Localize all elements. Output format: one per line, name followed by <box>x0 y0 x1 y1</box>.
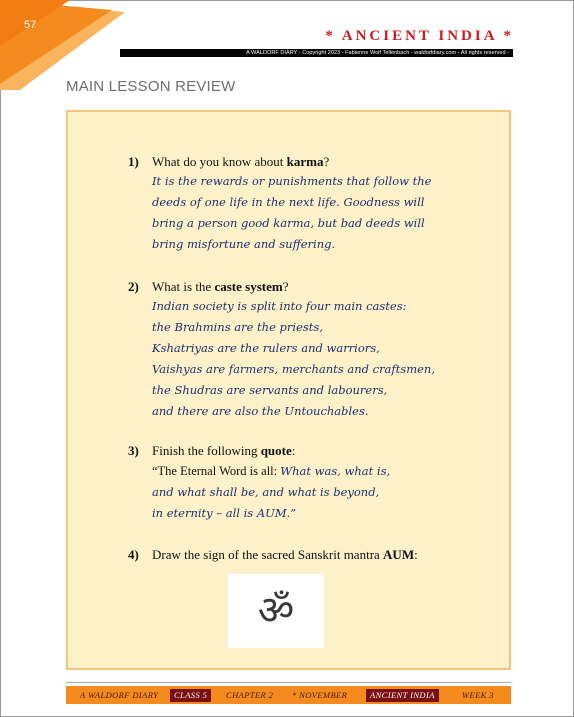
copyright-bar: A WALDORF DIARY - Copyright 2023 - Fabienne Wolf Tellenbach - waldorfdiary.com - All rights reserved - <box>120 49 513 57</box>
chapter-title: * ANCIENT INDIA * <box>325 28 514 44</box>
answer-line: deeds of one life in the next life. Goodness will <box>152 195 425 209</box>
question-number: 1) <box>128 154 139 169</box>
answer-line: the Shudras are servants and labourers, <box>152 383 388 397</box>
quote-line-2 <box>152 482 379 503</box>
section-heading: MAIN LESSON REVIEW <box>66 78 236 95</box>
quote-line-1 <box>152 461 390 482</box>
quote-answer: in eternity – all is AUM.” <box>152 506 297 520</box>
answer-line: It is the rewards or punishments that follow the <box>152 174 432 188</box>
answer-line: the Brahmins are the priests, <box>152 320 323 334</box>
page-number: 57 <box>24 19 37 31</box>
question-number: 3) <box>128 443 139 458</box>
footer-diary: A WALDORF DIARY <box>80 690 159 700</box>
footer-chapter: CHAPTER 2 <box>226 690 274 700</box>
answer-2 <box>152 296 435 422</box>
quote-answer: and what shall be, and what is beyond, <box>152 485 380 499</box>
answer-line: bring misfortune and suffering. <box>152 237 336 251</box>
quote-line-3 <box>152 503 296 524</box>
answer-line: Vaishyas are farmers, merchants and craftsmen, <box>152 362 435 376</box>
footer-topic: ANCIENT INDIA <box>366 689 439 702</box>
answer-line: bring a person good karma, but bad deeds will <box>152 216 425 230</box>
footer-class: CLASS 5 <box>170 689 211 702</box>
orange-corner-decoration <box>0 0 125 90</box>
question-number: 4) <box>128 547 139 562</box>
footer-bar <box>66 686 511 704</box>
question-prompt: Draw the sign of the sacred Sanskrit mantra AUM: <box>152 547 418 562</box>
answer-line: Kshatriyas are the rulers and warriors, <box>152 341 380 355</box>
aum-drawing-box <box>228 574 324 648</box>
quote-start: “The Eternal Word is all: <box>152 464 281 478</box>
question-number: 2) <box>128 279 139 294</box>
quote-answer: What was, what is, <box>280 464 391 478</box>
footer-week: WEEK 3 <box>462 690 494 700</box>
answer-line: Indian society is split into four main castes: <box>152 299 407 313</box>
question-prompt: What do you know about karma? <box>152 154 330 169</box>
aum-symbol: ॐ <box>257 588 295 634</box>
footer-rule <box>66 682 511 683</box>
question-prompt: Finish the following quote: <box>152 443 296 458</box>
lesson-review-box <box>66 110 511 670</box>
answer-line: and there are also the Untouchables. <box>152 404 369 418</box>
question-prompt: What is the caste system? <box>152 279 289 294</box>
answer-1 <box>152 171 431 255</box>
footer-month: * NOVEMBER <box>292 690 348 700</box>
